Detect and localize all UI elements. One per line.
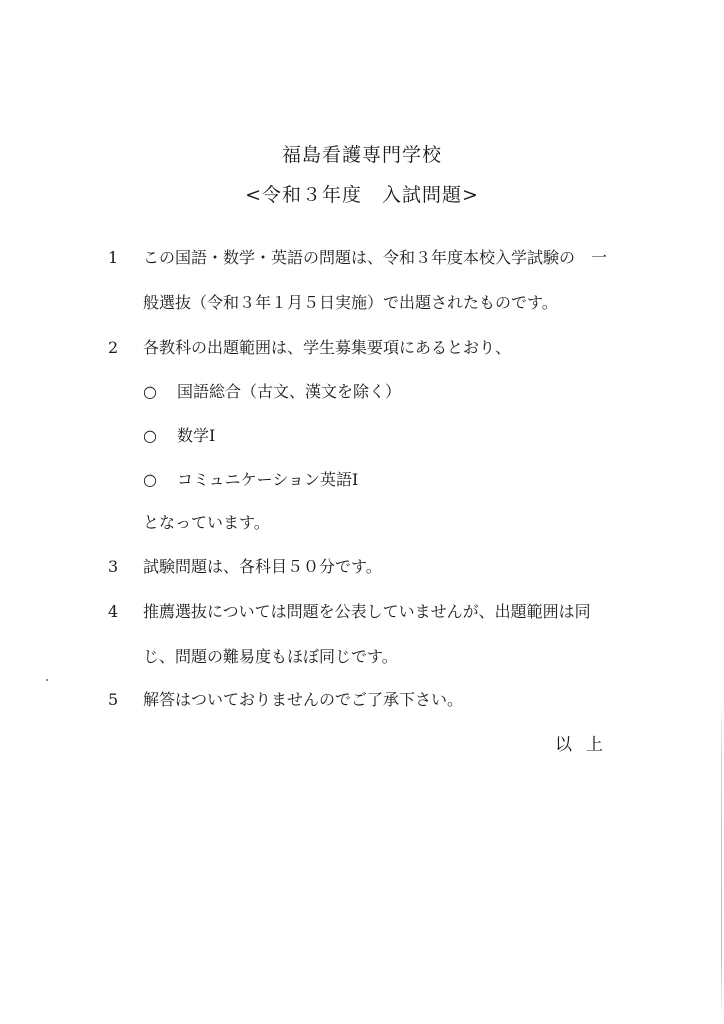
bullet-text: 数学Ⅰ	[177, 426, 216, 445]
school-name-heading: 福島看護専門学校	[281, 144, 442, 166]
bullet-text: コミュニケーション英語Ⅰ	[177, 470, 359, 489]
circle-bullet-icon: ○	[143, 382, 157, 401]
item-number: 4	[108, 602, 119, 621]
bullet-text: 国語総合（古文、漢文を除く）	[177, 382, 402, 401]
scan-speck	[46, 679, 48, 681]
item-3-line-1: 試験問題は、各科目５０分です。	[143, 557, 382, 576]
item-number: 3	[108, 557, 119, 576]
item-4-line-1: 推薦選抜については問題を公表していませんが、出題範囲は同	[143, 602, 591, 621]
item-5-line-1: 解答はついておりませんのでご了承下さい。	[143, 690, 464, 709]
item-2-after: となっています。	[143, 513, 270, 532]
item-1-line-1: この国語・数学・英語の問題は、令和３年度本校入学試験の 一	[143, 248, 608, 267]
item-number: 5	[108, 690, 119, 709]
item-2-line-1: 各教科の出題範囲は、学生募集要項にあるとおり、	[143, 338, 512, 357]
exam-subtitle: <令和３年度 入試問題>	[245, 184, 479, 206]
closing-mark: 以上	[555, 735, 617, 755]
circle-bullet-icon: ○	[143, 426, 157, 445]
circle-bullet-icon: ○	[143, 470, 157, 489]
item-1-line-2: 般選抜（令和３年１月５日実施）で出題されたものです。	[143, 293, 558, 312]
item-4-line-2: じ、問題の難易度もほぼ同じです。	[143, 647, 398, 666]
item-number: 1	[108, 248, 119, 267]
scan-edge-line	[721, 700, 722, 1020]
item-number: 2	[108, 338, 119, 357]
